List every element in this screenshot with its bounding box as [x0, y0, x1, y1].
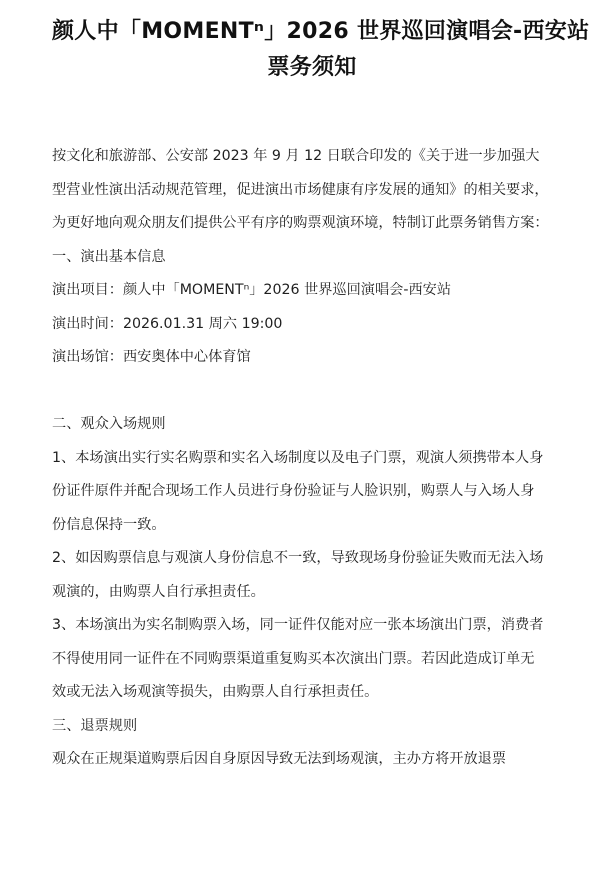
- refund-intro: 观众在正规渠道购票后因自身原因导致无法到场观演，主办方将开放退票: [52, 751, 507, 767]
- rule-line: 效或无法入场观演等损失，由购票人自行承担责任。: [52, 684, 379, 700]
- entry-rule-3: [52, 609, 572, 710]
- section-heading-refund-rules: 三、退票规则: [52, 717, 138, 734]
- entry-rule-1: [52, 442, 572, 543]
- section-heading-basic-info: 一、演出基本信息: [52, 248, 166, 265]
- rule-line: 观演的，由购票人自行承担责任。: [52, 583, 265, 600]
- title-line-2: 票务须知: [267, 55, 357, 80]
- intro-line: 型营业性演出活动规范管理，促进演出市场健康有序发展的通知》的相关要求，: [52, 181, 549, 198]
- intro-paragraph: [52, 140, 572, 241]
- intro-line: 为更好地向观众朋友们提供公平有序的购票观演环境，特制订此票务销售方案：: [52, 215, 549, 231]
- rule-line: 2、如因购票信息与观演人身份信息不一致，导致现场身份验证失败而无法入场: [52, 550, 544, 566]
- event-item: 演出项目：颜人中「MOMENTⁿ」2026 世界巡回演唱会-西安站: [52, 282, 452, 298]
- rule-line: 份证件原件并配合现场工作人员进行身份验证与人脸识别，购票人与入场人身: [52, 483, 535, 499]
- event-time: 演出时间：2026.01.31 周六 19:00: [52, 315, 283, 332]
- title-line-1: 颜人中「MOMENTⁿ」2026 世界巡回演唱会-西安站: [52, 19, 590, 44]
- blank-line: [52, 375, 572, 409]
- document-body: [52, 140, 572, 777]
- rule-line: 份信息保持一致。: [52, 516, 166, 533]
- entry-rule-2: [52, 542, 572, 609]
- section-heading-entry-rules: 二、观众入场规则: [52, 416, 166, 432]
- intro-line: 按文化和旅游部、公安部 2023 年 9 月 12 日联合印发的《关于进一步加强大: [52, 148, 540, 164]
- event-venue: 演出场馆：西安奥体中心体育馆: [52, 349, 251, 365]
- rule-line: 1、本场演出实行实名购票和实名入场制度以及电子门票，观演人须携带本人身: [52, 449, 544, 466]
- document-title: [52, 14, 590, 86]
- rule-line: 3、本场演出为实名制购票入场，同一证件仅能对应一张本场演出门票，消费者: [52, 617, 544, 633]
- rule-line: 不得使用同一证件在不同购票渠道重复购买本次演出门票。若因此造成订单无: [52, 650, 535, 667]
